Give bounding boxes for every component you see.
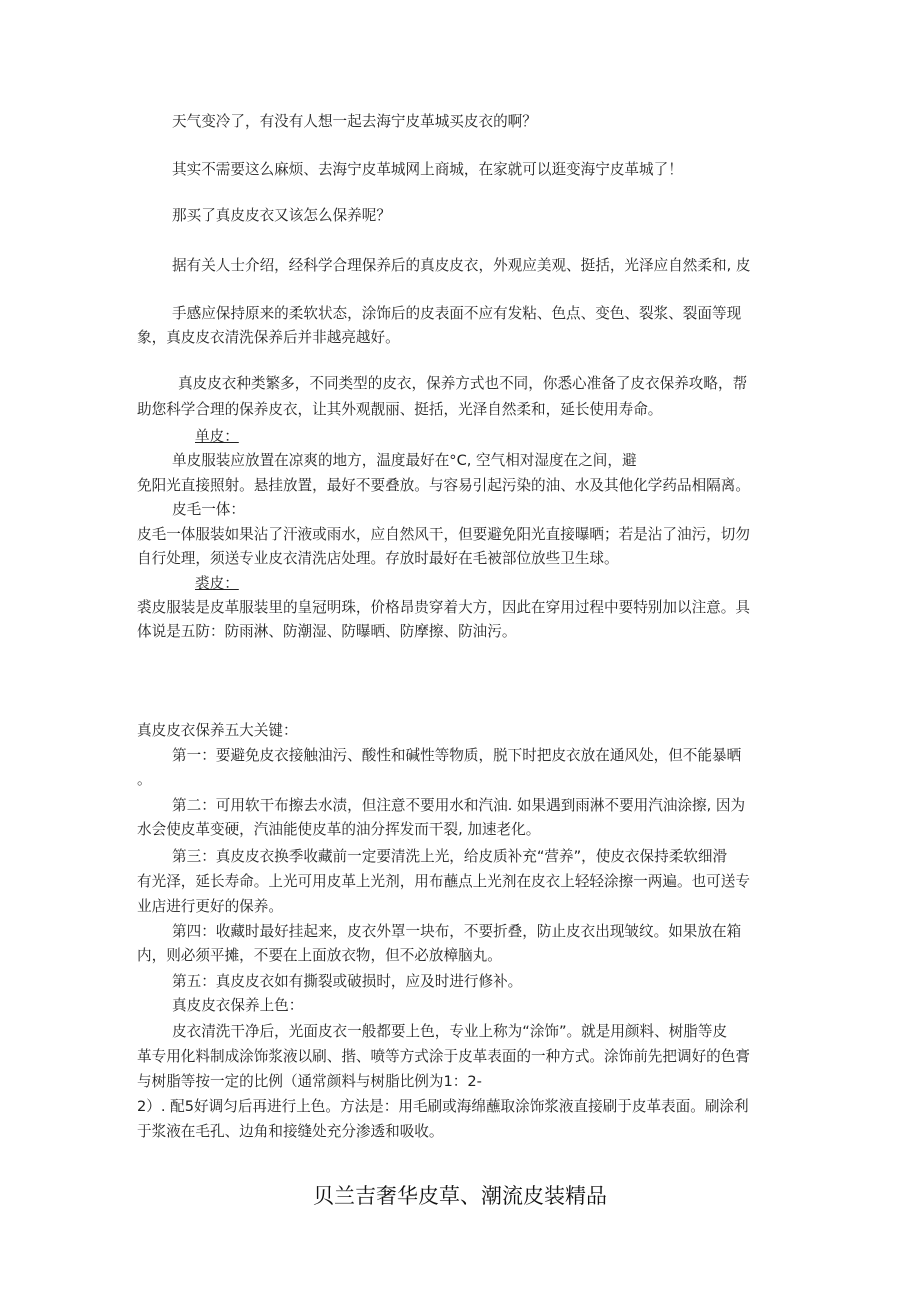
section-heading-fur-leather: 皮毛一体： xyxy=(172,501,245,518)
section-heading-coloring: 真皮皮衣保养上色： xyxy=(172,997,304,1014)
paragraph-line: 象，真皮皮衣清洗保养后并非越亮越好。 xyxy=(137,329,400,346)
paragraph-line: 第一：要避免皮衣接触油污、酸性和碱性等物质，脱下时把皮衣放在通风处，但不能暴晒 xyxy=(172,747,742,764)
paragraph-line: 。 xyxy=(137,771,152,788)
paragraph-line: 真皮皮衣种类繁多，不同类型的皮衣，保养方式也不同，你悉心准备了皮衣保养攻略，帮 xyxy=(178,375,748,392)
paragraph-line: 与树脂等按一定的比例（通常颜料与树脂比例为1：2- xyxy=(137,1073,482,1090)
paragraph-line: 免阳光直接照射。悬挂放置，最好不要叠放。与容易引起污染的油、水及其他化学药品相隔离。 xyxy=(137,477,750,494)
footer-title: 贝兰吉奢华皮草、潮流皮装精品 xyxy=(313,1184,607,1208)
paragraph-line: 皮毛一体服装如果沾了汗液或雨水，应自然风干，但要避免阳光直接曝晒；若是沾了油污，切勿 xyxy=(137,526,750,543)
paragraph-line: 助您科学合理的保养皮衣，让其外观靓丽、挺括，光泽自然柔和，延长使用寿命。 xyxy=(137,401,663,418)
paragraph-line: 2）. 配5好调匀后再进行上色。方法是：用毛刷或海绵蘸取涂饰浆液直接刷于皮革表面。刷涂利 xyxy=(137,1098,749,1115)
paragraph-line: 第五：真皮皮衣如有撕裂或破损时，应及时进行修补。 xyxy=(172,973,523,990)
paragraph-line: 手感应保持原来的柔软状态，涂饰后的皮表面不应有发粘、色点、变色、裂浆、裂面等现 xyxy=(172,305,742,322)
paragraph-line: 据有关人士介绍，经科学合理保养后的真皮皮衣，外观应美观、挺括，光泽应自然柔和, 皮 xyxy=(172,257,751,274)
paragraph-line: 第四：收藏时最好挂起来，皮衣外罩一块布，不要折叠，防止皮衣出现皱纹。如果放在箱 xyxy=(172,923,742,940)
paragraph-line: 皮衣清洗干净后，光面皮衣一般都要上色，专业上称为“涂饰”。就是用颜料、树脂等皮 xyxy=(172,1023,728,1040)
paragraph-line: 裘皮服装是皮革服装里的皇冠明珠，价格昂贵穿着大方，因此在穿用过程中要特别加以注意。具 xyxy=(137,599,750,616)
paragraph-line: 内，则必须平摊，不要在上面放衣物，但不必放樟脑丸。 xyxy=(137,947,502,964)
paragraph-line: 单皮服装应放置在凉爽的地方，温度最好在°C, 空气相对湿度在之间，避 xyxy=(172,452,637,469)
paragraph-line: 革专用化料制成涂饰浆液以刷、揩、喷等方式涂于皮革表面的一种方式。涂饰前先把调好的色膏 xyxy=(137,1048,750,1065)
paragraph-line: 自行处理，须送专业皮衣清洗店处理。存放时最好在毛被部位放些卫生球。 xyxy=(137,550,619,567)
paragraph-line: 第二：可用软干布擦去水渍，但注意不要用水和汽油. 如果遇到雨淋不要用汽油涂擦, 因为 xyxy=(172,797,746,814)
paragraph-line: 第三：真皮皮衣换季收藏前一定要清洗上光，给皮质补充“营养”，使皮衣保持柔软细滑 xyxy=(172,848,728,865)
paragraph-line: 有光泽，延长寿命。上光可用皮革上光剂，用布蘸点上光剂在皮衣上轻轻涂擦一两遍。也可送专 xyxy=(137,873,750,890)
paragraph-line: 于浆液在毛孔、边角和接缝处充分渗透和吸收。 xyxy=(137,1123,444,1140)
section-heading-fur: 裘皮： xyxy=(195,575,239,592)
paragraph-line: 天气变冷了，有没有人想一起去海宁皮革城买皮衣的啊？ xyxy=(172,113,537,130)
paragraph-line: 那买了真皮皮衣又该怎么保养呢？ xyxy=(172,207,391,224)
section-heading-five-keys: 真皮皮衣保养五大关键： xyxy=(137,722,298,739)
paragraph-line: 水会使皮革变硬，汽油能使皮革的油分挥发而干裂, 加速老化。 xyxy=(137,821,541,838)
paragraph-line: 体说是五防：防雨淋、防潮湿、防曝晒、防摩擦、防油污。 xyxy=(137,623,517,640)
paragraph-line: 业店进行更好的保养。 xyxy=(137,898,283,915)
paragraph-line: 其实不需要这么麻烦、去海宁皮革城网上商城，在家就可以逛变海宁皮革城了！ xyxy=(172,161,683,178)
section-heading-single-leather: 单皮： xyxy=(195,428,239,445)
